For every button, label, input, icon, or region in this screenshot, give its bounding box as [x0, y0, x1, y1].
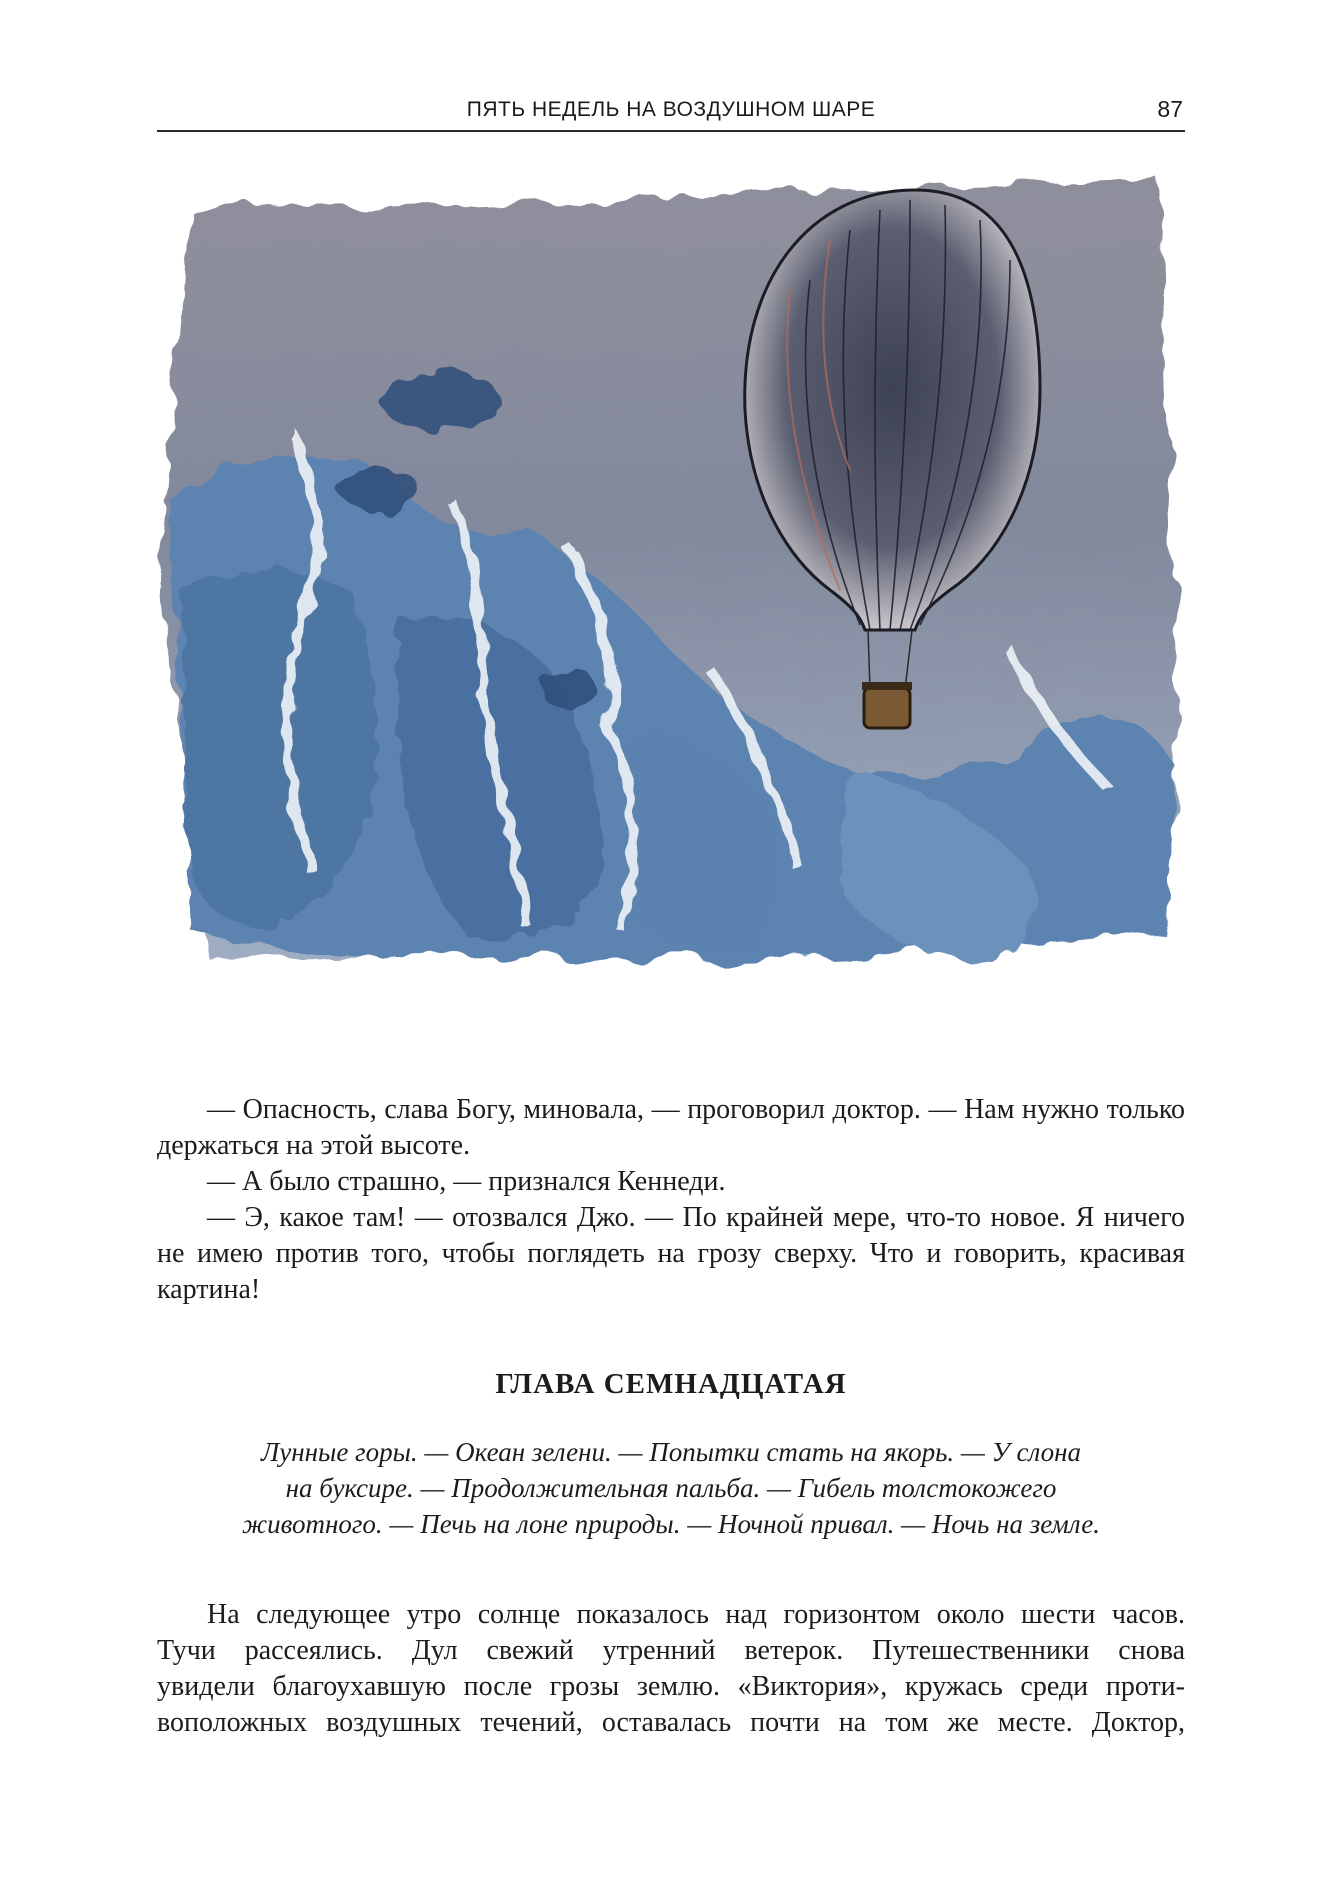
body-line: увидели благоухавшую после грозы землю. «Виктория», кружась среди проти-: [157, 1671, 1185, 1702]
body-line: Тучи рассеялись. Дул свежий утренний ветерок. Путешественники снова: [157, 1635, 1185, 1666]
paragraph: — А было страшно, — признался Кеннеди.: [207, 1166, 726, 1197]
summary-line: Лунные горы. — Океан зелени. — Попытки стать на якорь. — У слона: [260, 1437, 1082, 1467]
summary-line: животного. — Печь на лоне природы. — Ночной привал. — Ночь на земле.: [242, 1509, 1100, 1539]
body-line: На следующее утро солнце показалось над горизонтом около шести часов.: [207, 1599, 1185, 1630]
page-number: 87: [1157, 96, 1183, 122]
balloon-over-clouds-illustration: [150, 170, 1200, 980]
running-title: ПЯТЬ НЕДЕЛЬ НА ВОЗДУШНОМ ШАРЕ: [466, 98, 876, 121]
paragraph: — Э, какое там! — отозвался Джо. — По крайней мере, что-то новое. Я ничего не имею против того, чтобы поглядеть на грозу сверху. Что и говорить, красивая картина!: [157, 1202, 1185, 1305]
page-header: [157, 96, 1185, 132]
paragraph: — Опасность, слава Богу, миновала, — проговорил доктор. — Нам нужно только держаться на этой высоте.: [157, 1094, 1185, 1161]
summary-line: на буксире. — Продолжительная пальба. — Гибель толстокожего: [285, 1473, 1057, 1503]
chapter-body: [157, 1597, 1185, 1741]
dialogue-block: [157, 1092, 1185, 1308]
chapter-title: ГЛАВА СЕМНАДЦАТАЯ: [495, 1368, 847, 1400]
body-line: воположных воздушных течений, оставалась почти на том же месте. Доктор,: [157, 1707, 1185, 1738]
chapter-summary: [157, 1434, 1185, 1542]
